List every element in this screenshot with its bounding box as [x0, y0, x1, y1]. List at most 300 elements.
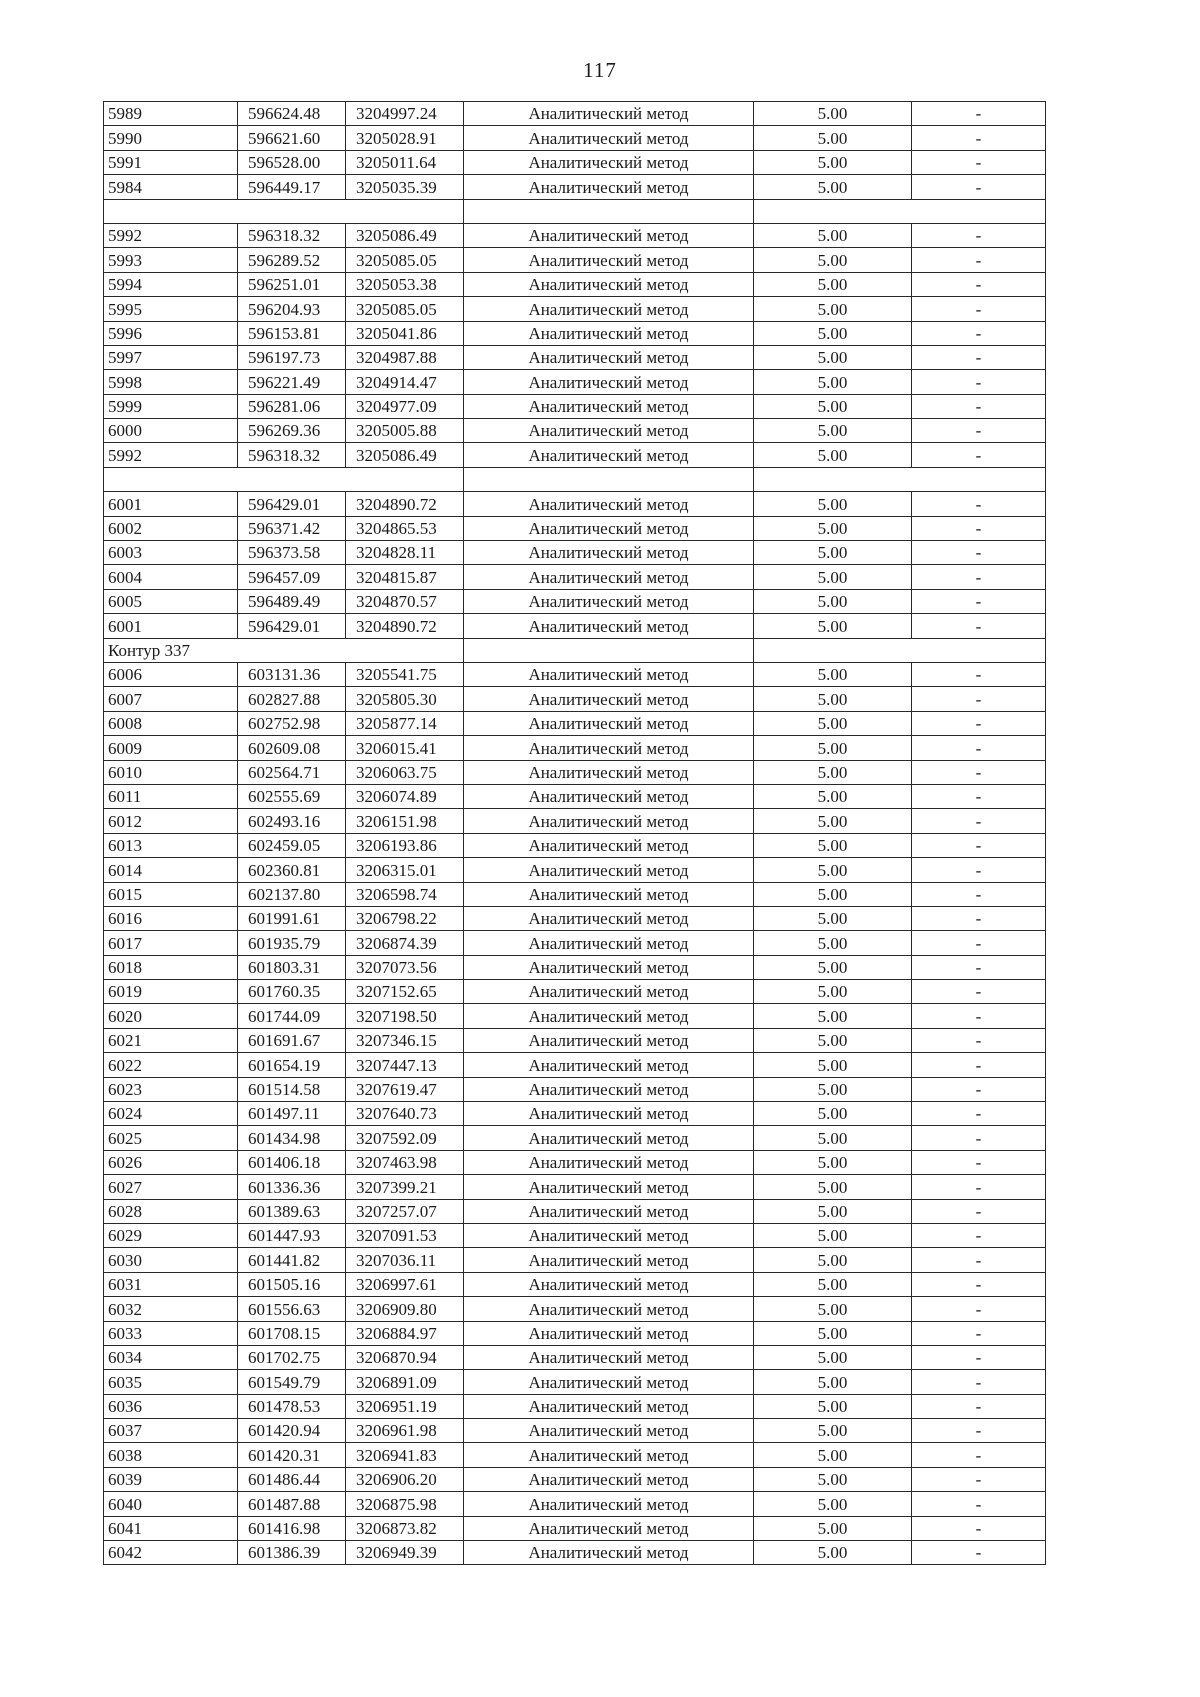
coordinates-table — [103, 101, 1046, 1565]
empty-cell — [754, 199, 1046, 223]
accuracy-cell: 5.00 — [754, 370, 912, 394]
method-cell: Аналитический метод — [464, 1248, 754, 1272]
method-cell: Аналитический метод — [464, 516, 754, 540]
accuracy-cell: 5.00 — [754, 1248, 912, 1272]
table-row — [104, 345, 1046, 369]
note-cell: - — [912, 760, 1046, 784]
point-number-cell: 6036 — [104, 1394, 238, 1418]
point-number-cell: 6025 — [104, 1126, 238, 1150]
y-coordinate-cell: 3205086.49 — [346, 443, 464, 467]
table-row — [104, 492, 1046, 516]
method-cell: Аналитический метод — [464, 492, 754, 516]
empty-cell — [754, 467, 1046, 491]
x-coordinate-cell: 596489.49 — [238, 589, 346, 613]
note-cell: - — [912, 1345, 1046, 1369]
accuracy-cell: 5.00 — [754, 858, 912, 882]
y-coordinate-cell: 3206074.89 — [346, 784, 464, 808]
accuracy-cell: 5.00 — [754, 833, 912, 857]
x-coordinate-cell: 601386.39 — [238, 1541, 346, 1565]
point-number-cell: 6016 — [104, 906, 238, 930]
x-coordinate-cell: 596429.01 — [238, 614, 346, 638]
point-number-cell: 6002 — [104, 516, 238, 540]
method-cell: Аналитический метод — [464, 614, 754, 638]
table-row — [104, 955, 1046, 979]
page-number: 117 — [583, 58, 617, 82]
accuracy-cell: 5.00 — [754, 1394, 912, 1418]
note-cell: - — [912, 1175, 1046, 1199]
x-coordinate-cell: 601691.67 — [238, 1028, 346, 1052]
method-cell: Аналитический метод — [464, 833, 754, 857]
x-coordinate-cell: 601549.79 — [238, 1370, 346, 1394]
table-row — [104, 833, 1046, 857]
contour-label: Контур 337 — [104, 638, 464, 662]
method-cell: Аналитический метод — [464, 565, 754, 589]
method-cell: Аналитический метод — [464, 272, 754, 296]
note-cell: - — [912, 492, 1046, 516]
y-coordinate-cell: 3206598.74 — [346, 882, 464, 906]
x-coordinate-cell: 596204.93 — [238, 297, 346, 321]
method-cell: Аналитический метод — [464, 1394, 754, 1418]
note-cell: - — [912, 589, 1046, 613]
method-cell: Аналитический метод — [464, 102, 754, 126]
point-number-cell: 5989 — [104, 102, 238, 126]
point-number-cell: 6041 — [104, 1516, 238, 1540]
note-cell: - — [912, 297, 1046, 321]
note-cell: - — [912, 248, 1046, 272]
point-number-cell: 6035 — [104, 1370, 238, 1394]
accuracy-cell: 5.00 — [754, 1492, 912, 1516]
accuracy-cell: 5.00 — [754, 589, 912, 613]
table-row — [104, 321, 1046, 345]
note-cell: - — [912, 516, 1046, 540]
point-number-cell: 6019 — [104, 980, 238, 1004]
point-number-cell: 6039 — [104, 1467, 238, 1491]
note-cell: - — [912, 223, 1046, 247]
y-coordinate-cell: 3205805.30 — [346, 687, 464, 711]
y-coordinate-cell: 3206949.39 — [346, 1541, 464, 1565]
table-row — [104, 1004, 1046, 1028]
accuracy-cell: 5.00 — [754, 1126, 912, 1150]
x-coordinate-cell: 601935.79 — [238, 931, 346, 955]
note-cell: - — [912, 1272, 1046, 1296]
note-cell: - — [912, 833, 1046, 857]
y-coordinate-cell: 3205085.05 — [346, 297, 464, 321]
method-cell: Аналитический метод — [464, 1053, 754, 1077]
accuracy-cell: 5.00 — [754, 1077, 912, 1101]
point-number-cell: 6017 — [104, 931, 238, 955]
point-number-cell: 5992 — [104, 443, 238, 467]
point-number-cell: 6024 — [104, 1102, 238, 1126]
method-cell: Аналитический метод — [464, 955, 754, 979]
accuracy-cell: 5.00 — [754, 297, 912, 321]
y-coordinate-cell: 3205085.05 — [346, 248, 464, 272]
x-coordinate-cell: 596371.42 — [238, 516, 346, 540]
method-cell: Аналитический метод — [464, 1321, 754, 1345]
method-cell: Аналитический метод — [464, 931, 754, 955]
table-row — [104, 565, 1046, 589]
method-cell: Аналитический метод — [464, 1345, 754, 1369]
x-coordinate-cell: 601708.15 — [238, 1321, 346, 1345]
point-number-cell: 6038 — [104, 1443, 238, 1467]
method-cell: Аналитический метод — [464, 1516, 754, 1540]
method-cell: Аналитический метод — [464, 175, 754, 199]
note-cell: - — [912, 1223, 1046, 1247]
x-coordinate-cell: 596429.01 — [238, 492, 346, 516]
y-coordinate-cell: 3205035.39 — [346, 175, 464, 199]
point-number-cell: 6015 — [104, 882, 238, 906]
x-coordinate-cell: 601702.75 — [238, 1345, 346, 1369]
note-cell: - — [912, 1419, 1046, 1443]
accuracy-cell: 5.00 — [754, 492, 912, 516]
point-number-cell: 6030 — [104, 1248, 238, 1272]
note-cell: - — [912, 906, 1046, 930]
method-cell: Аналитический метод — [464, 589, 754, 613]
accuracy-cell: 5.00 — [754, 1102, 912, 1126]
y-coordinate-cell: 3206909.80 — [346, 1297, 464, 1321]
table-row — [104, 541, 1046, 565]
y-coordinate-cell: 3205041.86 — [346, 321, 464, 345]
x-coordinate-cell: 601406.18 — [238, 1150, 346, 1174]
note-cell: - — [912, 321, 1046, 345]
note-cell: - — [912, 882, 1046, 906]
accuracy-cell: 5.00 — [754, 955, 912, 979]
empty-cell — [104, 467, 464, 491]
x-coordinate-cell: 602137.80 — [238, 882, 346, 906]
y-coordinate-cell: 3207091.53 — [346, 1223, 464, 1247]
accuracy-cell: 5.00 — [754, 906, 912, 930]
accuracy-cell: 5.00 — [754, 1321, 912, 1345]
x-coordinate-cell: 602752.98 — [238, 711, 346, 735]
accuracy-cell: 5.00 — [754, 394, 912, 418]
accuracy-cell: 5.00 — [754, 419, 912, 443]
method-cell: Аналитический метод — [464, 1102, 754, 1126]
x-coordinate-cell: 601497.11 — [238, 1102, 346, 1126]
table-row — [104, 1419, 1046, 1443]
y-coordinate-cell: 3205086.49 — [346, 223, 464, 247]
x-coordinate-cell: 601486.44 — [238, 1467, 346, 1491]
table-row — [104, 589, 1046, 613]
method-cell: Аналитический метод — [464, 1199, 754, 1223]
method-cell: Аналитический метод — [464, 419, 754, 443]
point-number-cell: 6005 — [104, 589, 238, 613]
note-cell: - — [912, 1467, 1046, 1491]
accuracy-cell: 5.00 — [754, 1297, 912, 1321]
table-row — [104, 248, 1046, 272]
y-coordinate-cell: 3204890.72 — [346, 614, 464, 638]
method-cell: Аналитический метод — [464, 711, 754, 735]
note-cell: - — [912, 1199, 1046, 1223]
y-coordinate-cell: 3204987.88 — [346, 345, 464, 369]
table-row — [104, 784, 1046, 808]
x-coordinate-cell: 601744.09 — [238, 1004, 346, 1028]
method-cell: Аналитический метод — [464, 1272, 754, 1296]
point-number-cell: 6004 — [104, 565, 238, 589]
note-cell: - — [912, 1297, 1046, 1321]
y-coordinate-cell: 3207592.09 — [346, 1126, 464, 1150]
x-coordinate-cell: 601803.31 — [238, 955, 346, 979]
accuracy-cell: 5.00 — [754, 248, 912, 272]
y-coordinate-cell: 3204914.47 — [346, 370, 464, 394]
x-coordinate-cell: 602360.81 — [238, 858, 346, 882]
note-cell: - — [912, 1516, 1046, 1540]
note-cell: - — [912, 784, 1046, 808]
accuracy-cell: 5.00 — [754, 1028, 912, 1052]
point-number-cell: 6033 — [104, 1321, 238, 1345]
point-number-cell: 6034 — [104, 1345, 238, 1369]
note-cell: - — [912, 711, 1046, 735]
method-cell: Аналитический метод — [464, 126, 754, 150]
method-cell: Аналитический метод — [464, 1126, 754, 1150]
y-coordinate-cell: 3204977.09 — [346, 394, 464, 418]
note-cell: - — [912, 1102, 1046, 1126]
y-coordinate-cell: 3207152.65 — [346, 980, 464, 1004]
method-cell: Аналитический метод — [464, 345, 754, 369]
point-number-cell: 6014 — [104, 858, 238, 882]
y-coordinate-cell: 3205011.64 — [346, 150, 464, 174]
note-cell: - — [912, 1150, 1046, 1174]
accuracy-cell: 5.00 — [754, 1467, 912, 1491]
point-number-cell: 6009 — [104, 736, 238, 760]
y-coordinate-cell: 3206951.19 — [346, 1394, 464, 1418]
y-coordinate-cell: 3206891.09 — [346, 1370, 464, 1394]
accuracy-cell: 5.00 — [754, 760, 912, 784]
method-cell: Аналитический метод — [464, 1077, 754, 1101]
empty-cell — [104, 199, 464, 223]
method-cell: Аналитический метод — [464, 1492, 754, 1516]
table-row — [104, 1370, 1046, 1394]
point-number-cell: 6001 — [104, 614, 238, 638]
x-coordinate-cell: 596289.52 — [238, 248, 346, 272]
x-coordinate-cell: 596318.32 — [238, 443, 346, 467]
accuracy-cell: 5.00 — [754, 711, 912, 735]
method-cell: Аналитический метод — [464, 1175, 754, 1199]
table-row — [104, 662, 1046, 686]
point-number-cell: 6028 — [104, 1199, 238, 1223]
accuracy-cell: 5.00 — [754, 1223, 912, 1247]
method-cell: Аналитический метод — [464, 1370, 754, 1394]
note-cell: - — [912, 175, 1046, 199]
x-coordinate-cell: 601447.93 — [238, 1223, 346, 1247]
y-coordinate-cell: 3204997.24 — [346, 102, 464, 126]
accuracy-cell: 5.00 — [754, 1443, 912, 1467]
table-row — [104, 906, 1046, 930]
table-row — [104, 126, 1046, 150]
empty-cell — [464, 467, 754, 491]
y-coordinate-cell: 3206015.41 — [346, 736, 464, 760]
y-coordinate-cell: 3205028.91 — [346, 126, 464, 150]
y-coordinate-cell: 3207447.13 — [346, 1053, 464, 1077]
point-number-cell: 6018 — [104, 955, 238, 979]
x-coordinate-cell: 602827.88 — [238, 687, 346, 711]
x-coordinate-cell: 601420.94 — [238, 1419, 346, 1443]
table-row — [104, 882, 1046, 906]
x-coordinate-cell: 601389.63 — [238, 1199, 346, 1223]
point-number-cell: 6021 — [104, 1028, 238, 1052]
point-number-cell: 5999 — [104, 394, 238, 418]
table-row — [104, 1516, 1046, 1540]
y-coordinate-cell: 3205877.14 — [346, 711, 464, 735]
note-cell: - — [912, 370, 1046, 394]
method-cell: Аналитический метод — [464, 1004, 754, 1028]
x-coordinate-cell: 602609.08 — [238, 736, 346, 760]
x-coordinate-cell: 596221.49 — [238, 370, 346, 394]
x-coordinate-cell: 601441.82 — [238, 1248, 346, 1272]
accuracy-cell: 5.00 — [754, 321, 912, 345]
method-cell: Аналитический метод — [464, 321, 754, 345]
y-coordinate-cell: 3204828.11 — [346, 541, 464, 565]
point-number-cell: 6022 — [104, 1053, 238, 1077]
note-cell: - — [912, 150, 1046, 174]
method-cell: Аналитический метод — [464, 1150, 754, 1174]
empty-cell — [464, 199, 754, 223]
accuracy-cell: 5.00 — [754, 687, 912, 711]
method-cell: Аналитический метод — [464, 223, 754, 247]
method-cell: Аналитический метод — [464, 394, 754, 418]
y-coordinate-cell: 3207036.11 — [346, 1248, 464, 1272]
note-cell: - — [912, 687, 1046, 711]
point-number-cell: 6001 — [104, 492, 238, 516]
table-row — [104, 1102, 1046, 1126]
accuracy-cell: 5.00 — [754, 150, 912, 174]
method-cell: Аналитический метод — [464, 1443, 754, 1467]
x-coordinate-cell: 596318.32 — [238, 223, 346, 247]
accuracy-cell: 5.00 — [754, 809, 912, 833]
table-row — [104, 272, 1046, 296]
x-coordinate-cell: 596621.60 — [238, 126, 346, 150]
note-cell: - — [912, 1126, 1046, 1150]
table-row — [104, 223, 1046, 247]
table-row — [104, 980, 1046, 1004]
method-cell: Аналитический метод — [464, 1028, 754, 1052]
note-cell: - — [912, 1321, 1046, 1345]
y-coordinate-cell: 3207346.15 — [346, 1028, 464, 1052]
y-coordinate-cell: 3206798.22 — [346, 906, 464, 930]
point-number-cell: 5992 — [104, 223, 238, 247]
method-cell: Аналитический метод — [464, 1467, 754, 1491]
note-cell: - — [912, 1443, 1046, 1467]
accuracy-cell: 5.00 — [754, 1516, 912, 1540]
note-cell: - — [912, 1541, 1046, 1565]
table-row — [104, 1028, 1046, 1052]
x-coordinate-cell: 603131.36 — [238, 662, 346, 686]
method-cell: Аналитический метод — [464, 1223, 754, 1247]
table-row — [104, 150, 1046, 174]
x-coordinate-cell: 596251.01 — [238, 272, 346, 296]
table-row — [104, 809, 1046, 833]
y-coordinate-cell: 3204815.87 — [346, 565, 464, 589]
accuracy-cell: 5.00 — [754, 175, 912, 199]
accuracy-cell: 5.00 — [754, 126, 912, 150]
point-number-cell: 5994 — [104, 272, 238, 296]
note-cell: - — [912, 565, 1046, 589]
coordinates-table-body — [104, 102, 1046, 1565]
note-cell: - — [912, 272, 1046, 296]
point-number-cell: 6011 — [104, 784, 238, 808]
blank-separator-row — [104, 467, 1046, 491]
note-cell: - — [912, 858, 1046, 882]
table-row — [104, 394, 1046, 418]
note-cell: - — [912, 980, 1046, 1004]
y-coordinate-cell: 3206941.83 — [346, 1443, 464, 1467]
point-number-cell: 5997 — [104, 345, 238, 369]
y-coordinate-cell: 3204890.72 — [346, 492, 464, 516]
x-coordinate-cell: 601514.58 — [238, 1077, 346, 1101]
table-row — [104, 1223, 1046, 1247]
y-coordinate-cell: 3207073.56 — [346, 955, 464, 979]
accuracy-cell: 5.00 — [754, 662, 912, 686]
note-cell: - — [912, 1492, 1046, 1516]
method-cell: Аналитический метод — [464, 297, 754, 321]
x-coordinate-cell: 596624.48 — [238, 102, 346, 126]
method-cell: Аналитический метод — [464, 1297, 754, 1321]
table-row — [104, 516, 1046, 540]
point-number-cell: 6037 — [104, 1419, 238, 1443]
x-coordinate-cell: 602555.69 — [238, 784, 346, 808]
method-cell: Аналитический метод — [464, 736, 754, 760]
table-row — [104, 614, 1046, 638]
point-number-cell: 6003 — [104, 541, 238, 565]
note-cell: - — [912, 1394, 1046, 1418]
note-cell: - — [912, 614, 1046, 638]
note-cell: - — [912, 1028, 1046, 1052]
x-coordinate-cell: 602493.16 — [238, 809, 346, 833]
point-number-cell: 5993 — [104, 248, 238, 272]
table-row — [104, 931, 1046, 955]
x-coordinate-cell: 601505.16 — [238, 1272, 346, 1296]
point-number-cell: 6029 — [104, 1223, 238, 1247]
point-number-cell: 6031 — [104, 1272, 238, 1296]
accuracy-cell: 5.00 — [754, 931, 912, 955]
x-coordinate-cell: 596197.73 — [238, 345, 346, 369]
method-cell: Аналитический метод — [464, 980, 754, 1004]
y-coordinate-cell: 3206961.98 — [346, 1419, 464, 1443]
y-coordinate-cell: 3206193.86 — [346, 833, 464, 857]
accuracy-cell: 5.00 — [754, 1541, 912, 1565]
contour-header-row — [104, 638, 1046, 662]
point-number-cell: 5991 — [104, 150, 238, 174]
accuracy-cell: 5.00 — [754, 1053, 912, 1077]
method-cell: Аналитический метод — [464, 1541, 754, 1565]
x-coordinate-cell: 601760.35 — [238, 980, 346, 1004]
y-coordinate-cell: 3207257.07 — [346, 1199, 464, 1223]
y-coordinate-cell: 3207399.21 — [346, 1175, 464, 1199]
point-number-cell: 6032 — [104, 1297, 238, 1321]
point-number-cell: 6042 — [104, 1541, 238, 1565]
y-coordinate-cell: 3204865.53 — [346, 516, 464, 540]
x-coordinate-cell: 601478.53 — [238, 1394, 346, 1418]
point-number-cell: 6012 — [104, 809, 238, 833]
table-row — [104, 1443, 1046, 1467]
method-cell: Аналитический метод — [464, 858, 754, 882]
x-coordinate-cell: 601654.19 — [238, 1053, 346, 1077]
y-coordinate-cell: 3206997.61 — [346, 1272, 464, 1296]
accuracy-cell: 5.00 — [754, 345, 912, 369]
point-number-cell: 5984 — [104, 175, 238, 199]
point-number-cell: 6027 — [104, 1175, 238, 1199]
y-coordinate-cell: 3206151.98 — [346, 809, 464, 833]
method-cell: Аналитический метод — [464, 150, 754, 174]
accuracy-cell: 5.00 — [754, 1175, 912, 1199]
accuracy-cell: 5.00 — [754, 223, 912, 247]
y-coordinate-cell: 3206906.20 — [346, 1467, 464, 1491]
x-coordinate-cell: 601336.36 — [238, 1175, 346, 1199]
x-coordinate-cell: 601434.98 — [238, 1126, 346, 1150]
x-coordinate-cell: 601420.31 — [238, 1443, 346, 1467]
method-cell: Аналитический метод — [464, 248, 754, 272]
y-coordinate-cell: 3205005.88 — [346, 419, 464, 443]
accuracy-cell: 5.00 — [754, 784, 912, 808]
y-coordinate-cell: 3206873.82 — [346, 1516, 464, 1540]
